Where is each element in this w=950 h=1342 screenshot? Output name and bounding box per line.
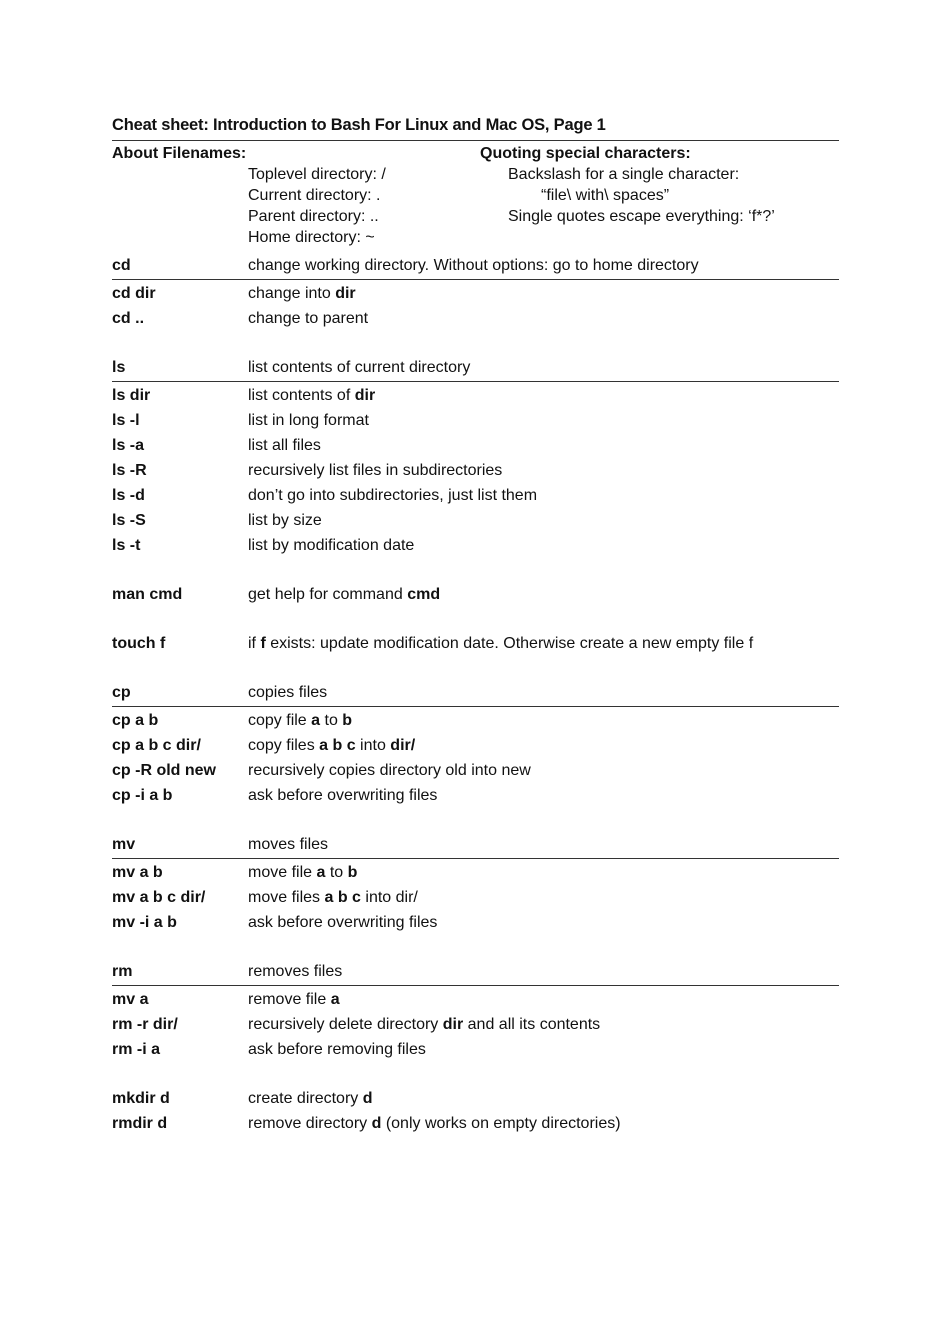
description-emphasis: dir/ [390, 737, 416, 754]
filename-item: Current directory: . [248, 187, 381, 204]
quoting-line: “file\ with\ spaces” [541, 187, 670, 204]
command-row [112, 306, 839, 331]
group-header-row [112, 680, 839, 707]
command-group [112, 959, 839, 1062]
command-name: rm [112, 963, 133, 980]
group-header-row [112, 355, 839, 382]
command-description [248, 306, 839, 331]
filename-item: Toplevel directory: / [248, 166, 386, 183]
command-name: cd .. [112, 310, 145, 327]
command-row [112, 708, 839, 733]
description-emphasis: b [342, 712, 353, 729]
command-group [112, 680, 839, 808]
command-description [248, 783, 839, 808]
description-text: exists: update modification date. Otherwise create a new empty file f [265, 635, 754, 652]
command-row [112, 1111, 839, 1136]
command-name: cp a b [112, 712, 159, 729]
command-description [248, 680, 839, 706]
description-text: remove file [248, 991, 331, 1008]
description-emphasis: f [260, 635, 266, 652]
description-text: list all files [248, 437, 321, 454]
description-emphasis: a [316, 864, 326, 881]
command-row [112, 733, 839, 758]
command-description [248, 1037, 839, 1062]
command-group [112, 253, 839, 331]
description-emphasis: a [330, 991, 340, 1008]
command-row [112, 783, 839, 808]
command-row [112, 582, 839, 607]
command-description [248, 355, 839, 381]
command-name: mv -i a b [112, 914, 177, 931]
description-text: list contents of [248, 387, 355, 404]
command-name: ls [112, 359, 126, 376]
command-row [112, 1086, 839, 1111]
command-description [248, 433, 839, 458]
command-row [112, 533, 839, 558]
description-text: if [248, 635, 261, 652]
command-description [248, 832, 839, 858]
description-emphasis: a b c [324, 889, 361, 906]
command-row [112, 631, 839, 656]
command-name: rm -i a [112, 1041, 161, 1058]
description-emphasis: cmd [407, 586, 441, 603]
command-name: rm -r dir/ [112, 1016, 178, 1033]
filename-item: Parent directory: .. [248, 208, 379, 225]
command-description [248, 885, 839, 910]
command-group [112, 631, 839, 656]
description-text: don’t go into subdirectories, just list them [248, 487, 538, 504]
command-description [248, 1086, 839, 1111]
description-text: change to parent [248, 310, 369, 327]
command-group [112, 1086, 839, 1136]
command-group [112, 355, 839, 558]
command-description [248, 860, 839, 885]
quoting-list [508, 164, 775, 227]
description-text: removes files [248, 963, 343, 980]
command-description [248, 533, 839, 558]
description-emphasis: dir [442, 1016, 464, 1033]
command-row [112, 758, 839, 783]
command-name: ls -l [112, 412, 140, 429]
description-text: change into [248, 285, 336, 302]
group-header-row [112, 832, 839, 859]
description-emphasis: d [371, 1115, 382, 1132]
description-emphasis: dir [335, 285, 356, 302]
command-description [248, 483, 839, 508]
command-row [112, 483, 839, 508]
command-name: mv a b c dir/ [112, 889, 206, 906]
description-emphasis: a [311, 712, 321, 729]
description-text: recursively copies directory old into new [248, 762, 531, 779]
description-text: to [325, 864, 348, 881]
command-name: cd dir [112, 285, 156, 302]
description-text: to [320, 712, 343, 729]
command-name: mv [112, 836, 136, 853]
description-text: copy file [248, 712, 312, 729]
command-description [248, 408, 839, 433]
command-description [248, 758, 839, 783]
command-name: cp [112, 684, 131, 701]
description-text: move files [248, 889, 325, 906]
description-text: list contents of current directory [248, 359, 471, 376]
description-text: into dir/ [360, 889, 418, 906]
command-name: rmdir d [112, 1115, 168, 1132]
command-row [112, 860, 839, 885]
command-name: mv a b [112, 864, 163, 881]
page-title: Cheat sheet: Introduction to Bash For Linux and Mac OS, Page 1 [112, 114, 839, 141]
command-description [248, 987, 839, 1012]
command-name: ls -t [112, 537, 141, 554]
command-row [112, 987, 839, 1012]
header-block [112, 141, 839, 253]
quoting-line: Backslash for a single character: [508, 166, 740, 183]
description-text: ask before overwriting files [248, 914, 438, 931]
command-row [112, 885, 839, 910]
command-row [112, 408, 839, 433]
command-name: mv a [112, 991, 149, 1008]
command-description [248, 708, 839, 733]
command-name: cp -R old new [112, 762, 216, 779]
command-description [248, 1012, 839, 1037]
command-row [112, 910, 839, 935]
about-filenames-list [248, 164, 386, 248]
command-name: cp -i a b [112, 787, 173, 804]
description-emphasis: dir [354, 387, 376, 404]
command-name: man cmd [112, 586, 183, 603]
command-name: ls -S [112, 512, 146, 529]
command-description [248, 281, 839, 306]
description-text: remove directory [248, 1115, 372, 1132]
command-description [248, 582, 839, 607]
command-groups [112, 253, 839, 1136]
description-text: copies files [248, 684, 328, 701]
command-row [112, 383, 839, 408]
description-text: into [355, 737, 391, 754]
description-text: ask before removing files [248, 1041, 426, 1058]
filename-item: Home directory: ~ [248, 229, 375, 246]
description-text: list by modification date [248, 537, 415, 554]
group-header-row [112, 959, 839, 986]
command-name: ls dir [112, 387, 151, 404]
description-text: copy files [248, 737, 320, 754]
command-row [112, 433, 839, 458]
group-header-row [112, 253, 839, 280]
quoting-heading: Quoting special characters: [480, 145, 691, 162]
command-description [248, 1111, 839, 1136]
description-text: and all its contents [463, 1016, 601, 1033]
command-description [248, 959, 839, 985]
command-description [248, 508, 839, 533]
description-text: recursively list files in subdirectories [248, 462, 503, 479]
quoting-line: Single quotes escape everything: ‘f*?’ [508, 208, 775, 225]
command-name: mkdir d [112, 1090, 170, 1107]
description-text: change working directory. Without options: go to home directory [248, 257, 699, 274]
command-description [248, 733, 839, 758]
command-row [112, 1012, 839, 1037]
command-row [112, 508, 839, 533]
command-name: ls -d [112, 487, 145, 504]
description-text: recursively delete directory [248, 1016, 443, 1033]
description-emphasis: a b c [319, 737, 356, 754]
command-group [112, 832, 839, 935]
command-name: cp a b c dir/ [112, 737, 201, 754]
command-description [248, 458, 839, 483]
command-row [112, 458, 839, 483]
command-name: ls -a [112, 437, 145, 454]
command-description [248, 383, 839, 408]
command-description [248, 910, 839, 935]
description-text: moves files [248, 836, 329, 853]
description-text: list by size [248, 512, 322, 529]
description-text: (only works on empty directories) [381, 1115, 621, 1132]
cheat-sheet-page [112, 114, 839, 1160]
command-row [112, 1037, 839, 1062]
description-text: list in long format [248, 412, 369, 429]
command-name: touch f [112, 635, 166, 652]
description-emphasis: d [362, 1090, 373, 1107]
description-text: create directory [248, 1090, 363, 1107]
about-filenames-heading: About Filenames: [112, 145, 247, 162]
command-group [112, 582, 839, 607]
command-row [112, 281, 839, 306]
command-description [248, 631, 839, 656]
description-text: get help for command [248, 586, 408, 603]
description-emphasis: b [347, 864, 358, 881]
command-name: cd [112, 257, 131, 274]
description-text: move file [248, 864, 317, 881]
command-description [248, 253, 839, 279]
description-text: ask before overwriting files [248, 787, 438, 804]
command-name: ls -R [112, 462, 147, 479]
